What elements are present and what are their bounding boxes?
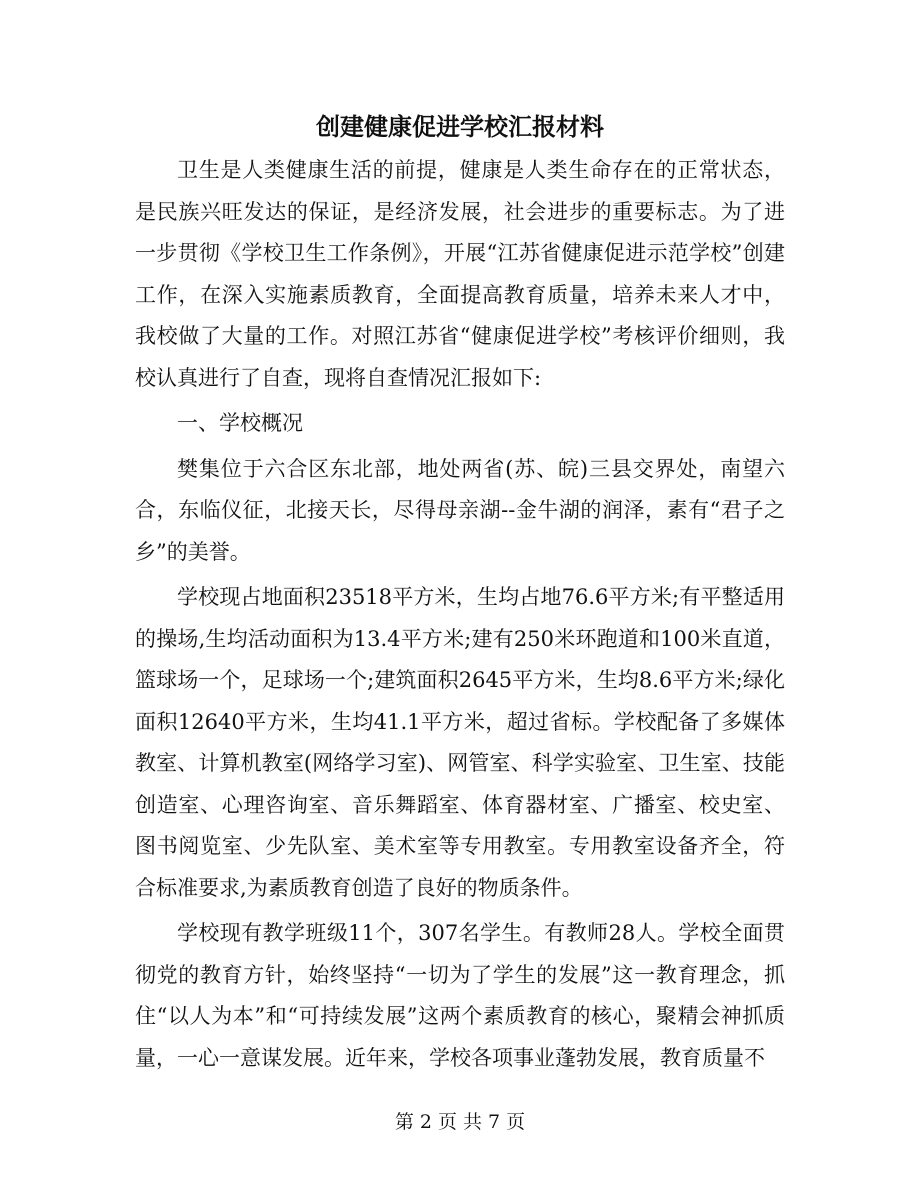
paragraph-staff-students: 学校现有教学班级11个，307名学生。有教师28人。学校全面贯彻党的教育方针，始终坚持“一切为了学生的发展”这一教育理念，抓住“以人为本”和“可持续发展”这两个素质教育的核心，聚精会神抓质量，一心一意谋发展。近年来，学校各项事业蓬勃发展，教育质量不 (135, 921, 785, 1070)
document-body (135, 150, 785, 1083)
paragraph-location: 樊集位于六合区东北部，地处两省(苏、皖)三县交界处，南望六合，东临仪征，北接天长，尽得母亲湖--金牛湖的润泽，素有“君子之乡”的美誉。 (135, 456, 785, 564)
document-title: 创建健康促进学校汇报材料 (316, 112, 604, 141)
section-heading-school-overview: 一、学校概况 (177, 411, 303, 435)
paragraph-intro: 卫生是人类健康生活的前提，健康是人类生命存在的正常状态，是民族兴旺发达的保证，是经济发展，社会进步的重要标志。为了进一步贯彻《学校卫生工作条例》，开展“江苏省健康促进示范学校”创建工作，在深入实施素质教育，全面提高教育质量，培养未来人才中，我校做了大量的工作。对照江苏省“健康促进学校”考核评价细则，我校认真进行了自查，现将自查情况汇报如下: (135, 158, 785, 390)
page-number-footer: 第 2 页 共 7 页 (394, 1111, 526, 1133)
paragraph-facilities: 学校现占地面积23518平方米，生均占地76.6平方米;有平整适用的操场,生均活动面积为13.4平方米;建有250米环跑道和100米直道，篮球场一个，足球场一个;建筑面积2645平方米，生均8.6平方米;绿化面积12640平方米，生均41.1平方米，超过省标。学校配备了多媒体教室、计算机教室(网络学习室)、网管室、科学实验室、卫生室、技能创造室、心理咨询室、音乐舞蹈室、体育器材室、广播室、校史室、图书阅览室、少先队室、美术室等专用教室。专用教室设备齐全，符合标准要求,为素质教育创造了良好的物质条件。 (135, 585, 785, 900)
